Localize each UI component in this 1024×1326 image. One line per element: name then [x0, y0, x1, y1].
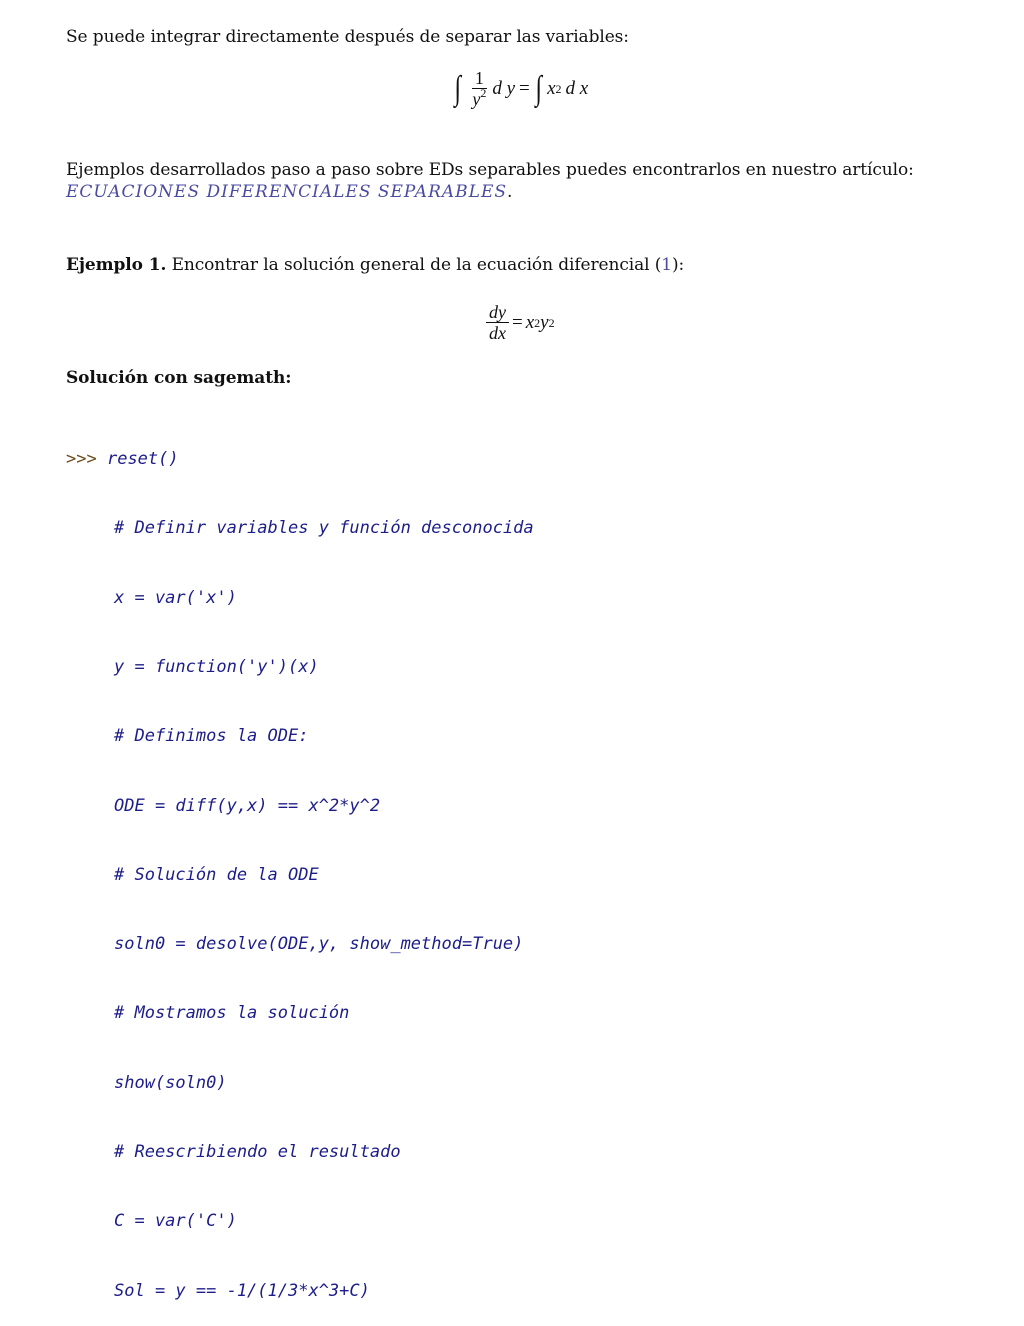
code-line: # Mostramos la solución	[114, 1003, 350, 1024]
code-line: C = var('C')	[114, 1211, 237, 1232]
examples-link-line: ECUACIONES DIFERENCIALES SEPARABLES.	[66, 182, 513, 202]
code-line: show(soln0)	[114, 1072, 227, 1093]
code-line: Sol = y == -1/(1/3*x^3+C)	[114, 1280, 370, 1301]
sagemath-code-block	[66, 402, 534, 1326]
example-label: Ejemplo 1.	[66, 255, 167, 275]
intro-paragraph: Se puede integrar directamente después de separar las variables:	[66, 27, 629, 47]
separable-equations-link[interactable]: ECUACIONES DIFERENCIALES SEPARABLES	[66, 182, 507, 202]
code-line: soln0 = desolve(ODE,y, show_method=True)	[114, 934, 524, 955]
solution-heading: Solución con sagemath:	[66, 368, 292, 388]
code-line: ODE = diff(y,x) == x^2*y^2	[114, 795, 381, 816]
code-line: y = function('y')(x)	[114, 657, 319, 678]
code-line: # Solución de la ODE	[114, 864, 319, 885]
example-1-statement: Ejemplo 1. Encontrar la solución general de la ecuación diferencial (1):	[66, 255, 685, 275]
dy-dx-fraction: $\frac{dy}{dx}$	[486, 302, 509, 343]
code-line: x = var('x')	[114, 587, 237, 608]
code-line: >>> reset()	[66, 449, 179, 470]
integral-sign: ∫	[454, 69, 461, 107]
code-line: # Reescribiendo el resultado	[114, 1142, 401, 1162]
equation-reference-link[interactable]: 1	[661, 255, 673, 275]
examples-paragraph: Ejemplos desarrollados paso a paso sobre EDs separables puedes encontrarlos en nuestro artículo:	[66, 160, 914, 180]
integral-sign: ∫	[535, 69, 542, 107]
code-line: # Definimos la ODE:	[114, 726, 309, 747]
integral-equation: ∫ $\frac{1}{y^2}$ d y = ∫ x 2 d x	[454, 68, 589, 109]
ode-equation: $\frac{dy}{dx}$ = x 2 y 2	[483, 302, 555, 343]
code-line: # Definir variables y función desconocida	[114, 518, 534, 539]
fraction-one-over-y-squared: $\frac{1}{y^2}$	[472, 68, 487, 109]
prompt-marker: >>>	[66, 449, 97, 470]
